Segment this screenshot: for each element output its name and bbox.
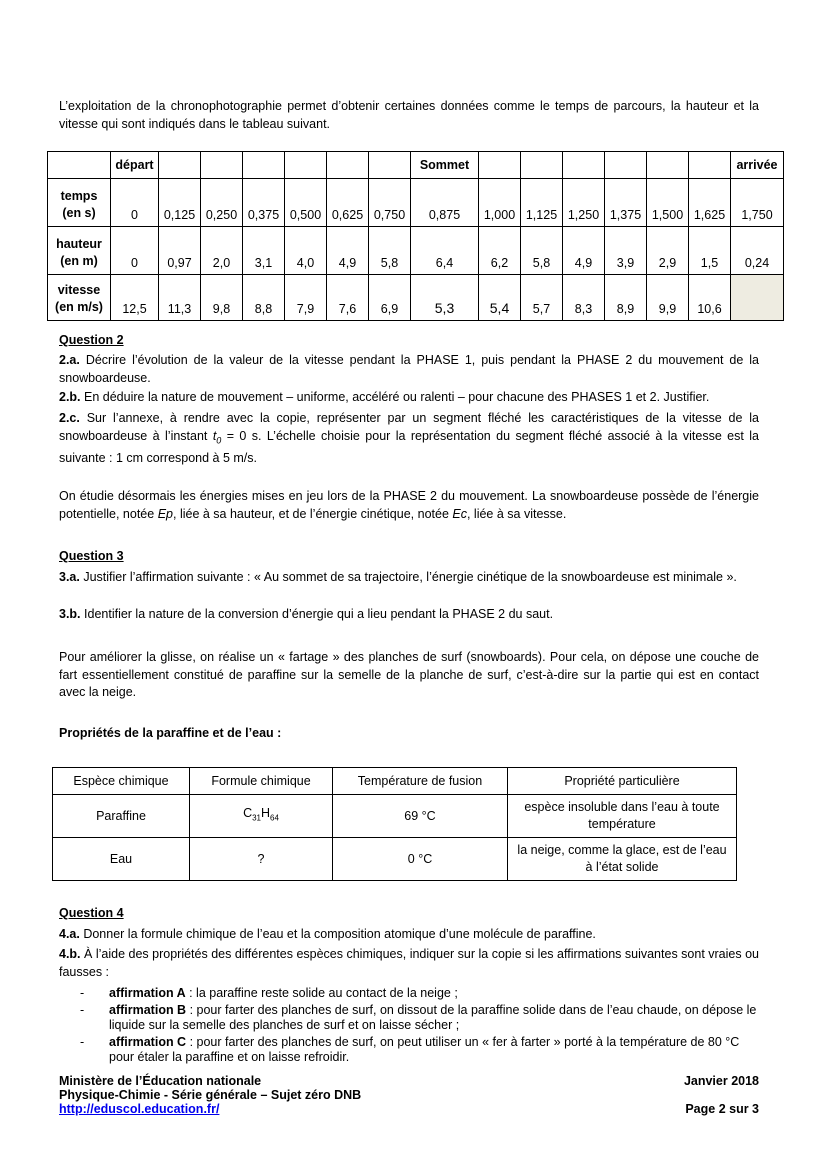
table-cell: 1,625 <box>689 179 731 227</box>
table-cell: 8,9 <box>605 275 647 321</box>
header-cell-sommet: Sommet <box>411 152 479 179</box>
table-cell: 0,500 <box>285 179 327 227</box>
properties-table <box>52 767 737 881</box>
table-cell: 3,1 <box>243 227 285 275</box>
header-cell-depart: départ <box>111 152 159 179</box>
table-cell: espèce insoluble dans l’eau à toute température <box>508 795 737 838</box>
table-row-hauteur <box>48 227 784 275</box>
footer-line-3 <box>59 1102 759 1117</box>
table-cell: 1,5 <box>689 227 731 275</box>
table-header-row <box>48 152 784 179</box>
table-cell: 5,7 <box>521 275 563 321</box>
table-cell: 0,24 <box>731 227 784 275</box>
table-cell: 9,9 <box>647 275 689 321</box>
table-cell: Eau <box>53 838 190 881</box>
table-cell: 0,97 <box>159 227 201 275</box>
formula-cell: $C_{31}H_{64}$ <box>190 795 333 838</box>
table-cell: 2,0 <box>201 227 243 275</box>
header-cell <box>201 152 243 179</box>
table-cell: 0,250 <box>201 179 243 227</box>
table-cell: 6,4 <box>411 227 479 275</box>
list-item: - affirmation B : pour farter des planches de surf, on dissout de la paraffine solide dans de l’eau chaude, on dépose le liquide sur la semelle des planches de surf et on laisse sécher ; <box>80 1002 757 1032</box>
header-cell: Formule chimique <box>190 768 333 795</box>
table-cell: 6,9 <box>369 275 411 321</box>
table-cell: 8,3 <box>563 275 605 321</box>
list-item: - affirmation A : la paraffine reste solide au contact de la neige ; <box>80 986 458 1000</box>
header-cell <box>479 152 521 179</box>
affirmations-list <box>80 986 760 1067</box>
footer-subject: Physique-Chimie - Série générale – Sujet zéro DNB <box>59 1088 362 1102</box>
header-cell-arrivee: arrivée <box>731 152 784 179</box>
table-cell: 1,750 <box>731 179 784 227</box>
table-cell: 1,500 <box>647 179 689 227</box>
table-cell: 2,9 <box>647 227 689 275</box>
row-label-hauteur: hauteur (en m) <box>48 227 111 275</box>
question-2b: 2.b. En déduire la nature de mouvement – uniforme, accéléré ou ralenti – pour chacune des PHASES 1 et 2. Justifier. <box>59 390 710 404</box>
header-cell <box>159 152 201 179</box>
header-cell <box>327 152 369 179</box>
table-cell: 0 <box>111 227 159 275</box>
question-4-title: Question 4 <box>59 906 124 920</box>
header-cell <box>48 152 111 179</box>
footer-org: Ministère de l’Éducation nationale <box>59 1074 262 1088</box>
header-cell <box>243 152 285 179</box>
table-cell: 7,6 <box>327 275 369 321</box>
header-cell <box>285 152 327 179</box>
table-cell: 0 <box>111 179 159 227</box>
question-3a: 3.a. Justifier l’affirmation suivante : « Au sommet de sa trajectoire, l’énergie cinétique de la snowboardeuse est minimale ». <box>59 570 737 584</box>
table-cell: 1,375 <box>605 179 647 227</box>
question-2a: 2.a. Décrire l’évolution de la valeur de la vitesse pendant la PHASE 1, puis pendant la PHASE 2 du mouvement de la snowboardeuse. <box>59 353 759 385</box>
question-2c: 2.c. Sur l’annexe, à rendre avec la copie, représenter par un segment fléché les caractéristiques de la vitesse de la snowboardeuse à l’instant $t_0 = 0$ s. L’échelle choisie pour la représentation du segment fléché associé à la vitesse est la suivante : 1 cm correspond à 5 m/s. <box>59 411 759 465</box>
table-cell: la neige, comme la glace, est de l’eau à l’état solide <box>508 838 737 881</box>
table-cell: 69 °C <box>333 795 508 838</box>
header-cell: Espèce chimique <box>53 768 190 795</box>
footer-line-1 <box>59 1074 759 1089</box>
question-4a: 4.a. Donner la formule chimique de l’eau et la composition atomique d’une molécule de paraffine. <box>59 927 596 941</box>
table-cell: 5,4 <box>479 275 521 321</box>
footer-line-2 <box>59 1088 759 1103</box>
table-cell: 3,9 <box>605 227 647 275</box>
list-item: - affirmation C : pour farter des planches de surf, on peut utiliser un « fer à farter » porté à la température de 80 °C pour étaler la paraffine et on laisse refroidir. <box>80 1034 740 1064</box>
table-cell: 5,3 <box>411 275 479 321</box>
energy-paragraph: On étudie désormais les énergies mises en jeu lors de la PHASE 2 du mouvement. La snowboardeuse possède de l’énergie potentielle, notée Ep, liée à sa hauteur, et de l’énergie cinétique, notée Ec, liée à sa vitesse. <box>59 489 759 521</box>
table-cell: 0,875 <box>411 179 479 227</box>
table-cell: 5,8 <box>369 227 411 275</box>
table-cell: 0,375 <box>243 179 285 227</box>
table-cell: 0,625 <box>327 179 369 227</box>
table-cell: 9,8 <box>201 275 243 321</box>
table-cell: 0 °C <box>333 838 508 881</box>
table-row-paraffine <box>53 795 737 838</box>
table-row-vitesse <box>48 275 784 321</box>
properties-title: Propriétés de la paraffine et de l’eau : <box>59 726 282 740</box>
question-4b: 4.b. À l’aide des propriétés des différentes espèces chimiques, indiquer sur la copie si les affirmations suivantes sont vraies ou fausses : <box>59 947 759 979</box>
header-cell <box>689 152 731 179</box>
glisse-paragraph: Pour améliorer la glisse, on réalise un « fartage » des planches de surf (snowboards). Pour cela, on dépose une couche de fart essentiellement constitué de paraffine sur la semelle de la planche de surf, c’est-à-dire sur la partie qui est en contact avec la neige. <box>59 650 759 699</box>
table-cell: 12,5 <box>111 275 159 321</box>
footer-link[interactable]: http://eduscol.education.fr/ <box>59 1102 220 1116</box>
header-cell <box>521 152 563 179</box>
header-cell <box>647 152 689 179</box>
table-cell: 1,250 <box>563 179 605 227</box>
table-cell: 1,000 <box>479 179 521 227</box>
header-cell: Température de fusion <box>333 768 508 795</box>
table-cell: 11,3 <box>159 275 201 321</box>
question-2-title: Question 2 <box>59 333 124 347</box>
header-cell: Propriété particulière <box>508 768 737 795</box>
intro-paragraph: L’exploitation de la chronophotographie permet d’obtenir certaines données comme le temps de parcours, la hauteur et la vitesse qui sont indiqués dans le tableau suivant. <box>59 99 759 131</box>
question-3b: 3.b. Identifier la nature de la conversion d’énergie qui a lieu pendant la PHASE 2 du saut. <box>59 607 554 621</box>
table-cell: Paraffine <box>53 795 190 838</box>
table-row-eau <box>53 838 737 881</box>
chronophotography-table <box>47 151 784 321</box>
table-cell: 4,0 <box>285 227 327 275</box>
footer-date: Janvier 2018 <box>683 1074 759 1088</box>
row-label-vitesse: vitesse (en m/s) <box>48 275 111 321</box>
header-cell <box>605 152 647 179</box>
table-row-temps <box>48 179 784 227</box>
footer-page-number: Page 2 sur 3 <box>685 1102 759 1116</box>
table-header-row <box>53 768 737 795</box>
row-label-temps: temps (en s) <box>48 179 111 227</box>
question-3-title: Question 3 <box>59 549 124 563</box>
table-cell: 1,125 <box>521 179 563 227</box>
table-cell: 7,9 <box>285 275 327 321</box>
table-cell: ? <box>190 838 333 881</box>
table-cell: 5,8 <box>521 227 563 275</box>
table-cell-empty-shaded <box>731 275 784 321</box>
table-cell: 0,750 <box>369 179 411 227</box>
header-cell <box>563 152 605 179</box>
table-cell: 8,8 <box>243 275 285 321</box>
table-cell: 6,2 <box>479 227 521 275</box>
table-cell: 4,9 <box>563 227 605 275</box>
header-cell <box>369 152 411 179</box>
table-cell: 10,6 <box>689 275 731 321</box>
table-cell: 0,125 <box>159 179 201 227</box>
table-cell: 4,9 <box>327 227 369 275</box>
